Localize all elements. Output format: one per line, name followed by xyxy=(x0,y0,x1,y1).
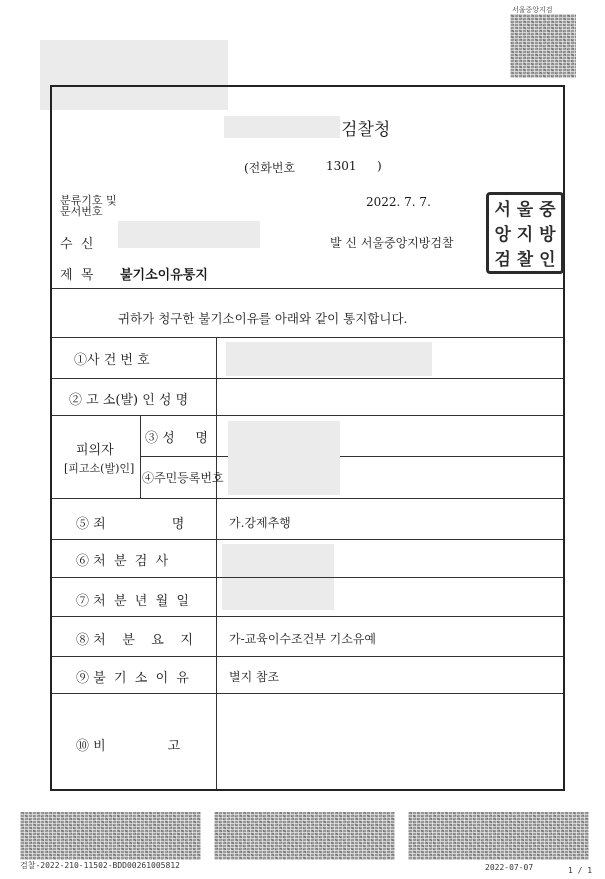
seal-char: 찰 xyxy=(516,250,534,270)
seal-char: 서 xyxy=(494,200,511,220)
crime-value: 가.강제추행 xyxy=(229,516,291,530)
crime-label: ⑤ 죄 명 xyxy=(76,517,185,532)
suspect-group-sublabel: [피고소(발)인] xyxy=(64,462,135,475)
disposal-date-label: ⑦ 처 분 년 월 일 xyxy=(76,594,189,609)
subject: 불기소이유통지 xyxy=(120,268,208,283)
branch-label: 서울중앙지검 xyxy=(512,6,553,14)
subject-divider xyxy=(52,288,563,289)
seal-char: 중 xyxy=(539,200,556,220)
row-divider xyxy=(52,539,563,540)
top-barcode xyxy=(510,14,576,78)
name-label: ③ 성 명 xyxy=(145,431,208,446)
footer-date: 2022-07-07 xyxy=(485,863,534,872)
official-seal xyxy=(486,192,564,274)
phone-close: ) xyxy=(377,159,382,173)
subject-label: 제 목 xyxy=(60,268,94,283)
redacted-recipient xyxy=(118,221,260,248)
doc-number-label-1: 분류기호 및 xyxy=(60,194,117,207)
reason-label: ⑨ 불 기 소 이 유 xyxy=(76,671,189,686)
row-divider xyxy=(52,577,563,578)
seal-char: 검 xyxy=(494,250,511,270)
sender: 발 신 서울중앙지방검찰 xyxy=(330,236,454,250)
row-divider xyxy=(52,415,563,416)
footer-document-id: 검찰-2022-210-11502-BDD00261005812 xyxy=(20,861,180,870)
doc-number-label-2: 문서번호 xyxy=(60,205,103,218)
footer-page: 1 / 1 xyxy=(568,866,593,875)
prosecutor-label: ⑥ 처 분 검 사 xyxy=(76,554,169,569)
seal-char: 방 xyxy=(539,225,556,245)
phone-label: (전화번호 xyxy=(244,161,296,175)
table-top-border xyxy=(52,337,563,338)
redacted-case-number xyxy=(226,342,432,376)
bottom-barcode-right xyxy=(408,812,589,860)
case-number-label: ①사 건 번 호 xyxy=(74,353,150,368)
bottom-barcode-center xyxy=(214,812,395,860)
recipient-label: 수 신 xyxy=(60,237,94,252)
row-divider xyxy=(52,693,563,694)
id-number-label: ④주민등록번호 xyxy=(142,471,224,485)
agency-title: 검찰청 xyxy=(341,120,391,140)
seal-char: 울 xyxy=(516,200,534,220)
complainant-label: ② 고 소(발) 인 성 명 xyxy=(69,393,189,408)
seal-char: 지 xyxy=(516,225,534,245)
seal-char: 인 xyxy=(539,250,556,270)
bottom-barcode-left xyxy=(20,812,201,860)
table-column-divider xyxy=(216,337,217,789)
reason-value: 별지 참조 xyxy=(229,670,280,684)
redacted-agency-prefix xyxy=(224,116,340,138)
disposal-summary-label: ⑧ 처 분 요 지 xyxy=(76,633,193,648)
seal-char: 앙 xyxy=(494,225,511,245)
row-divider xyxy=(52,498,563,499)
row-divider xyxy=(52,378,563,379)
disposal-summary-value: 가-교육이수조건부 기소유예 xyxy=(229,632,376,646)
row-divider xyxy=(52,656,563,657)
phone-number: 1301 xyxy=(326,159,357,173)
row-divider xyxy=(52,616,563,617)
suspect-group-label: 피의자 xyxy=(76,443,114,458)
intro-text: 귀하가 청구한 불기소이유를 아래와 같이 통지합니다. xyxy=(118,311,408,326)
remarks-label: ⑩ 비 고 xyxy=(76,739,181,754)
row-divider xyxy=(140,456,563,457)
document-date: 2022. 7. 7. xyxy=(366,195,431,209)
redacted-suspect-info xyxy=(228,421,340,495)
